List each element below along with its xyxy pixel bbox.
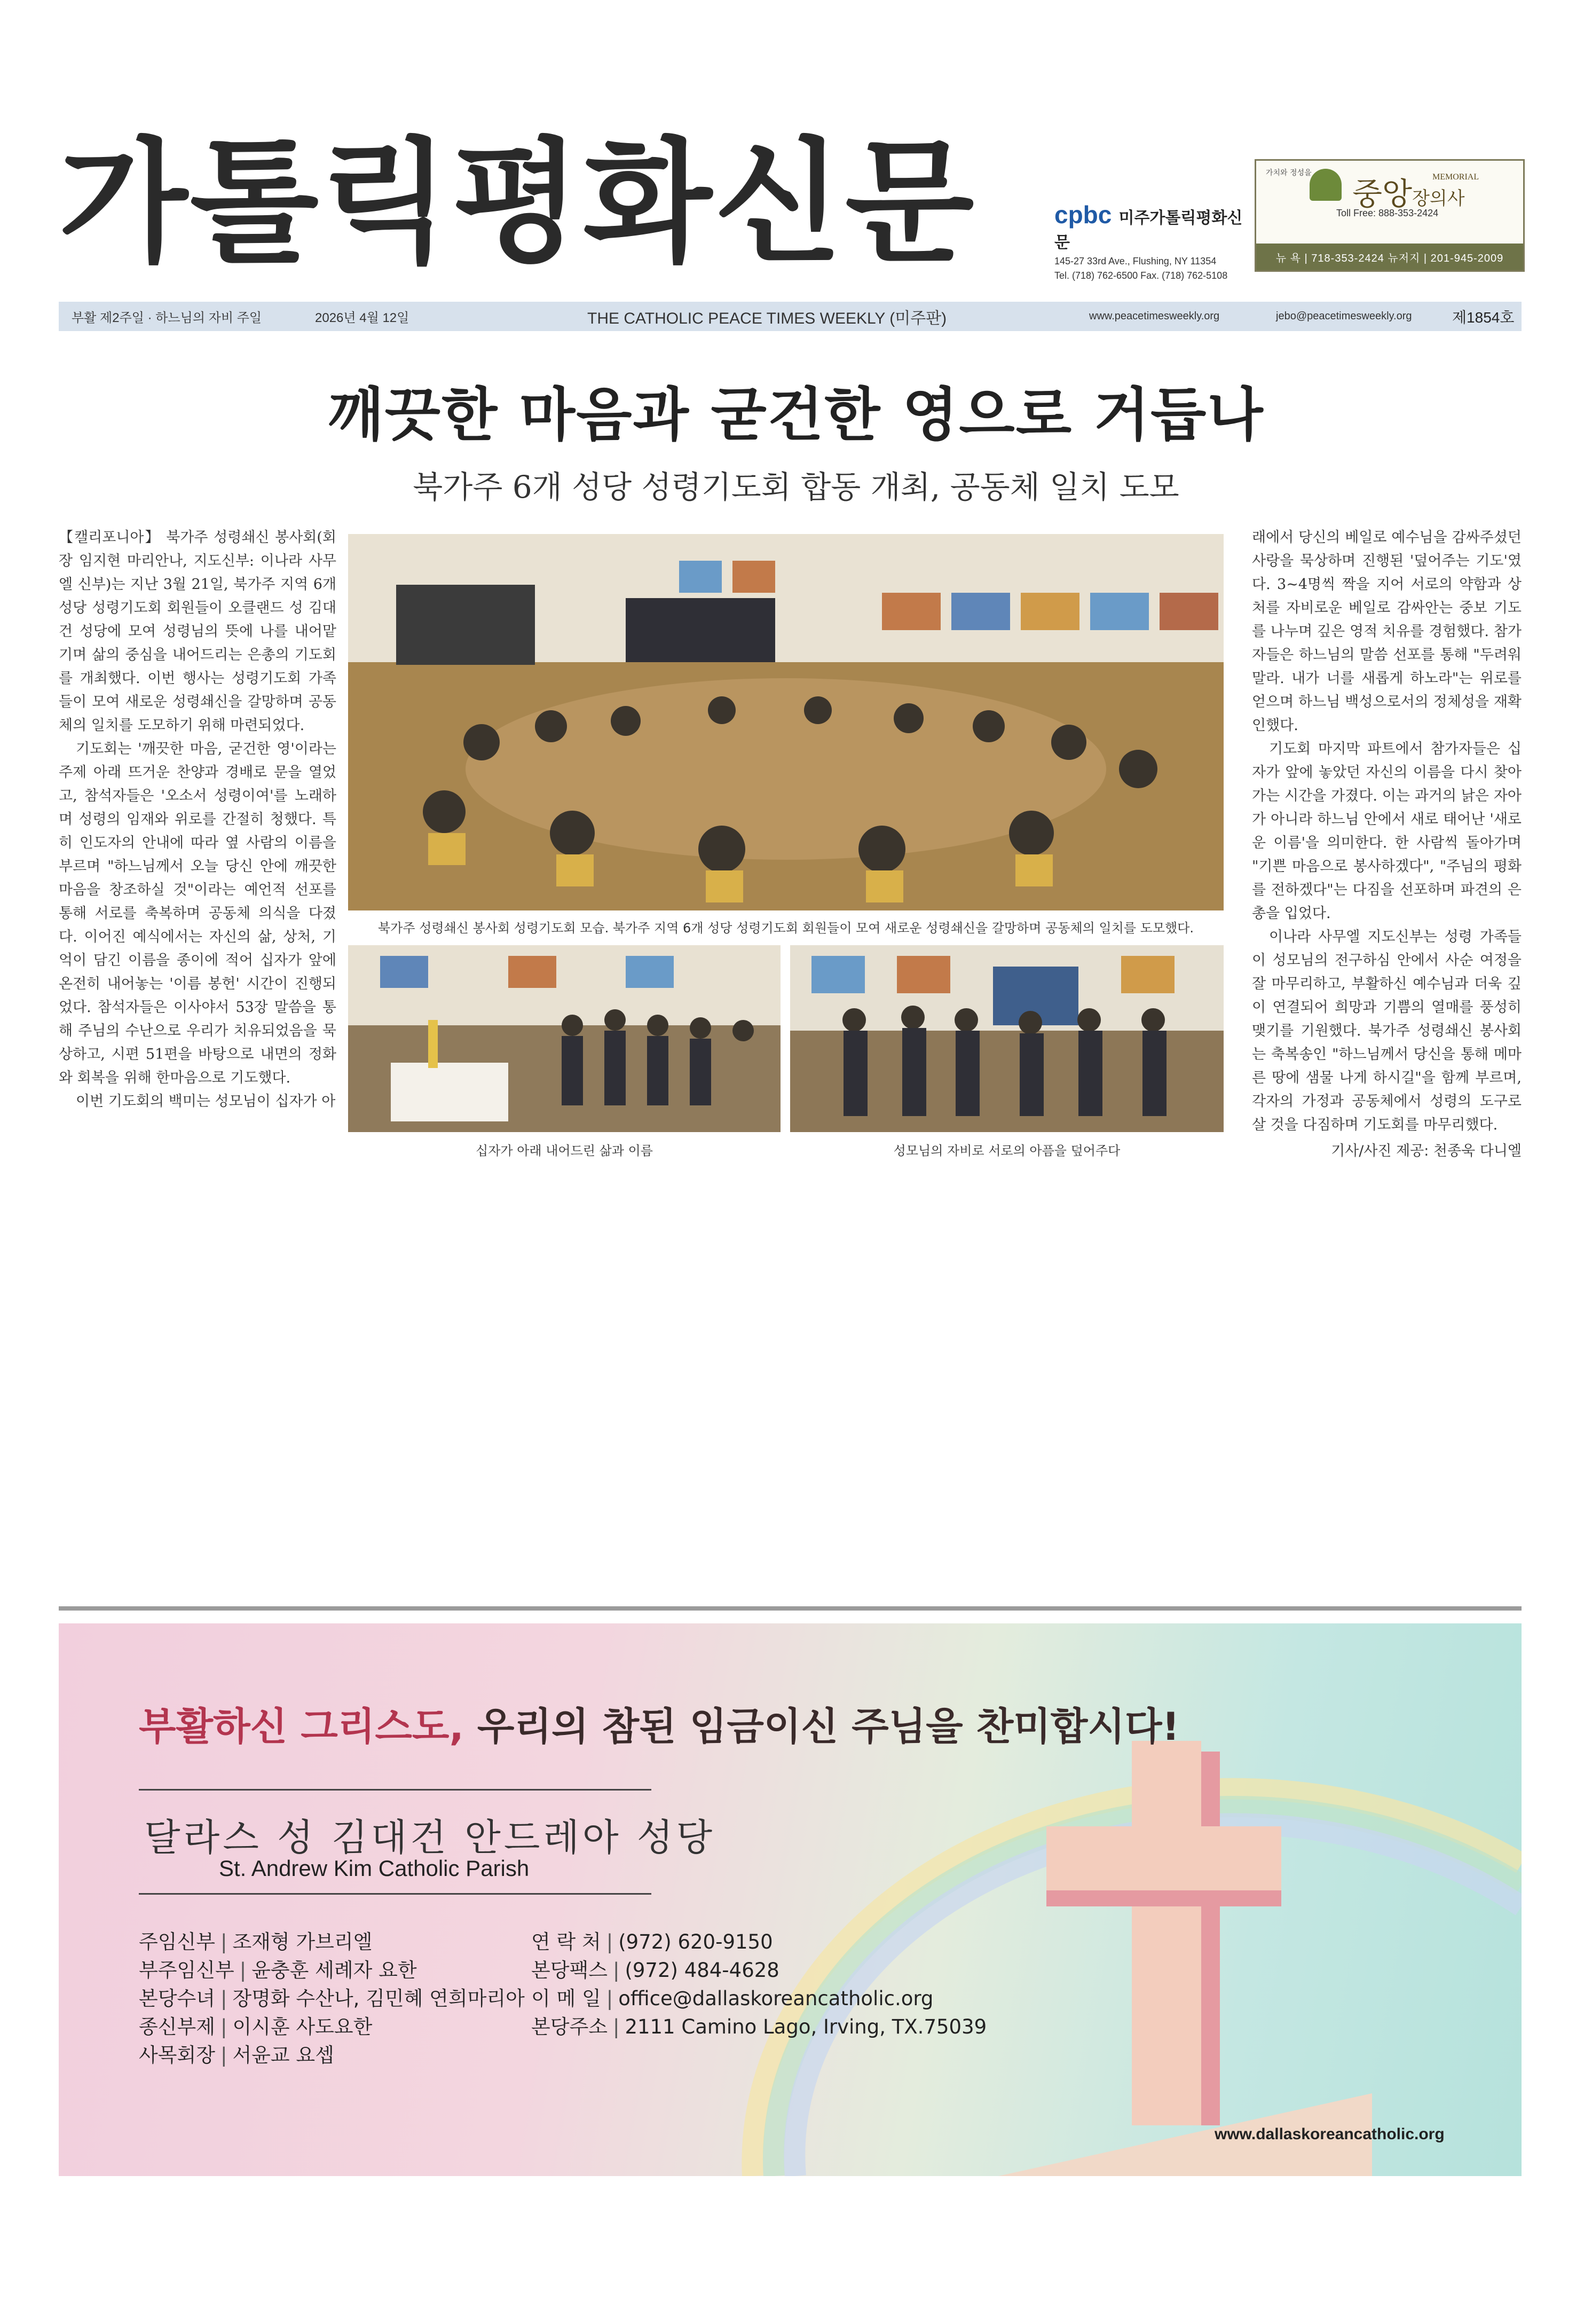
staff-name: 장명화 수산나, 김민혜 연희마리아: [232, 1987, 525, 2010]
parish-name-korean: 달라스 성 김대건 안드레아 성당: [144, 1816, 716, 1859]
cross-offering-photo: [348, 945, 781, 1132]
issue-number: 제1854호: [1452, 309, 1515, 326]
staff-name: 윤충훈 세례자 요한: [251, 1959, 417, 1982]
liturgical-week: 부활 제2주일 · 하느님의 자비 주일: [72, 311, 262, 325]
contact-row: [531, 1984, 987, 2013]
contact-fax: (972) 484-4628: [625, 1959, 779, 1982]
contact-row: [531, 1928, 987, 1956]
separator: |: [612, 1959, 620, 1982]
website-link[interactable]: www.peacetimesweekly.org: [1089, 310, 1220, 322]
article-subheadline: 북가주 6개 성당 성령기도회 합동 개최, 공동체 일치 도모: [413, 469, 1179, 505]
staff-role: 본당수녀: [139, 1987, 215, 2010]
article-paragraph: 이번 기도회의 백미는 성모님이 십자가 아: [76, 1093, 336, 1110]
cpbc-block: [1054, 200, 1252, 281]
staff-role: 사목회장: [139, 2044, 215, 2067]
funeral-home-name-main: 중앙: [1352, 176, 1413, 212]
main-photo: [348, 534, 1224, 910]
funeral-home-ad-body: [1256, 161, 1523, 244]
ad-headline-rest: 우리의 참된 임금이신 주님을 찬미합시다!: [463, 1704, 1180, 1749]
masthead-title: 가톨릭평화신문: [59, 125, 976, 280]
ad-rule-top: [139, 1789, 651, 1791]
separator: |: [606, 1987, 613, 2010]
article-column-left: [59, 526, 336, 1113]
parish-ad[interactable]: [59, 1623, 1522, 2176]
separator: |: [239, 1959, 247, 1982]
contact-label: 본당팩스: [531, 1959, 608, 1982]
staff-role: 종신부제: [139, 2015, 215, 2038]
staff-role: 주임신부: [139, 1930, 215, 1953]
issue-date: 2026년 4월 12일: [315, 311, 409, 325]
contact-email[interactable]: office@dallaskoreancatholic.org: [618, 1987, 934, 2010]
article-paragraph: 기도회 마지막 파트에서 참가자들은 십자가 앞에 놓았던 자신의 이름을 다시 찾아가는 시간을 가졌다. 이는 과거의 낡은 자아가 아니라 하느님 안에서 새로 태어난 '새로운 이름'을 의미한다. 한 사람씩 돌아가며 "기쁜 마음으로 봉사하겠다", "주님의 평화를 전하겠다"는 다짐을 선포하며 파견의 은총을 입었다.: [1252, 741, 1522, 922]
staff-name: 조재형 가브리엘: [232, 1930, 373, 1953]
funeral-home-memorial: MEMORIAL: [1432, 172, 1479, 182]
staff-row: [139, 1956, 525, 1984]
cpbc-address: 145-27 33rd Ave., Flushing, NY 11354: [1054, 256, 1217, 266]
funeral-home-tagline: 가치와 정성을: [1266, 169, 1312, 177]
funeral-home-tollfree: Toll Free: 888-353-2424: [1336, 208, 1439, 218]
main-photo-caption: 북가주 성령쇄신 봉사회 성령기도회 모습. 북가주 지역 6개 성당 성령기도회 회원들이 모여 새로운 성령쇄신을 갈망하며 공동체의 일치를 도모했다.: [377, 921, 1194, 936]
contact-label: 연 락 처: [531, 1930, 601, 1953]
paper-title: THE CATHOLIC PEACE TIMES WEEKLY (미주판): [587, 309, 947, 327]
funeral-home-phones: 뉴 욕 | 718-353-2424 뉴저지 | 201-945-2009: [1256, 244, 1523, 270]
parish-staff-list: [139, 1928, 525, 2069]
staff-row: [139, 1984, 525, 2013]
contact-phone[interactable]: (972) 620-9150: [618, 1930, 773, 1953]
section-divider: [59, 1606, 1522, 1611]
parish-contact-list: [531, 1928, 987, 2041]
article-paragraph: 이나라 사무엘 지도신부는 성령 가족들이 성모님의 전구하심 안에서 사순 여정을 잘 마무리하고, 부활하신 예수님과 더욱 깊이 연결되어 희망과 기쁨의 열매를 풍성히 맺기를 기원했다. 북가주 성령쇄신 봉사회는 축복송인 "하느님께서 당신을 통해 메마른 땅에 샘물 나게 하시길"을 함께 부르며, 각자의 가정과 공동체에서 성령의 도구로 살 것을 다짐하며 기도회를 마무리했다.: [1252, 929, 1522, 1133]
embrace-illustration: [790, 945, 1224, 1132]
cpbc-header: [1054, 200, 1252, 253]
separator: |: [612, 2015, 620, 2038]
cross-offering-caption: 십자가 아래 내어드린 삶과 이름: [476, 1143, 653, 1158]
article-headline: 깨끗한 마음과 굳건한 영으로 거듭나: [328, 382, 1264, 449]
separator: |: [220, 1930, 227, 1953]
contact-row: [531, 1956, 987, 1984]
date-band: [59, 302, 1522, 331]
parish-name-english: St. Andrew Kim Catholic Parish: [219, 1856, 530, 1881]
ad-rule-bottom: [139, 1893, 651, 1895]
funeral-home-name-suffix: 장의사: [1412, 188, 1465, 209]
staff-role: 부주임신부: [139, 1959, 234, 1982]
staff-row: [139, 1928, 525, 1956]
article-paragraph: 래에서 당신의 베일로 예수님을 감싸주셨던 사랑을 묵상하며 진행된 '덮어주는 기도'였다. 3~4명씩 짝을 지어 서로의 약함과 상처를 자비로운 베일로 감싸안는 중보 기도를 나누며 깊은 영적 치유를 경험했다. 참가자들은 하느님의 말씀 선포를 통해 "두려워 말라. 내가 너를 새롭게 하노라"는 위로를 얻으며 하느님 백성으로서의 정체성을 재확인했다.: [1252, 529, 1522, 734]
contact-row: [531, 2013, 987, 2041]
cross-offering-illustration: [348, 945, 781, 1132]
staff-name: 서윤교 요셉: [232, 2044, 334, 2067]
cpbc-name: 미주가톨릭평화신문: [1054, 209, 1243, 252]
cpbc-phone: Tel. (718) 762-6500 Fax. (718) 762-5108: [1054, 270, 1228, 281]
separator: |: [220, 2015, 227, 2038]
embrace-caption: 성모님의 자비로 서로의 아픔을 덮어주다: [893, 1143, 1121, 1158]
embrace-photo: [790, 945, 1224, 1132]
article-paragraph: 기도회는 '깨끗한 마음, 굳건한 영'이라는 주제 아래 뜨거운 찬양과 경배로 문을 열었고, 참석자들은 '오소서 성령이여'를 노래하며 성령의 임재와 위로를 간절히 청했다. 특히 인도자의 안내에 따라 옆 사람의 이름을 부르며 "하느님께서 오늘 당신 안에 깨끗한 마음을 창조하실 것"이라는 예언적 선포를 통해 서로를 축복하며 공동체 의식을 다졌다. 이어진 예식에서는 자신의 삶, 상처, 기억이 담긴 이름을 종이에 적어 십자가 앞에 온전히 내어놓는 '이름 봉헌' 시간이 진행되었다. 참석자들은 이사야서 53장 말씀을 통해 주님의 수난으로 우리가 치유되었음을 묵상하고, 시편 51편을 바탕으로 내면의 정화와 회복을 위해 한마음으로 기도했다.: [59, 741, 336, 1086]
article-paragraph: 【캘리포니아】 북가주 성령쇄신 봉사회(회장 임지현 마리안나, 지도신부: 이나라 사무엘 신부)는 지난 3월 21일, 북가주 지역 6개 성당 성령기도회 회원들이 오클랜드 성 김대건 성당에 모여 성령님의 뜻에 나를 내어맡기며 삶의 중심을 내어드리는 은총의 기도회를 개최했다. 이번 행사는 성령기도회 가족들이 모여 새로운 성령쇄신을 갈망하며 공동체의 일치를 도모하기 위해 마련되었다.: [59, 529, 336, 734]
ad-headline: [139, 1695, 1179, 1751]
cpbc-logo: cpbc: [1054, 201, 1112, 229]
staff-row: [139, 2041, 525, 2069]
funeral-home-ad[interactable]: [1255, 159, 1525, 272]
contact-label: 본당주소: [531, 2015, 608, 2038]
separator: |: [220, 1987, 227, 2010]
contact-address: 2111 Camino Lago, Irving, TX.75039: [625, 2015, 987, 2038]
cross-icon: [998, 1720, 1372, 2176]
tree-logo-icon: [1310, 169, 1342, 201]
article-column-right: [1252, 526, 1522, 1137]
separator: |: [606, 1930, 613, 1953]
contact-label: 이 메 일: [531, 1987, 601, 2010]
staff-row: [139, 2013, 525, 2041]
staff-name: 이시훈 사도요한: [232, 2015, 373, 2038]
email-link[interactable]: jebo@peacetimesweekly.org: [1276, 310, 1412, 322]
separator: |: [220, 2044, 227, 2067]
parish-website-link[interactable]: www.dallaskoreancatholic.org: [1215, 2125, 1445, 2143]
article-byline: 기사/사진 제공: 천종욱 다니엘: [1331, 1143, 1522, 1159]
ad-headline-accent: 부활하신 그리스도,: [139, 1704, 464, 1749]
prayer-gathering-illustration: [348, 534, 1224, 910]
